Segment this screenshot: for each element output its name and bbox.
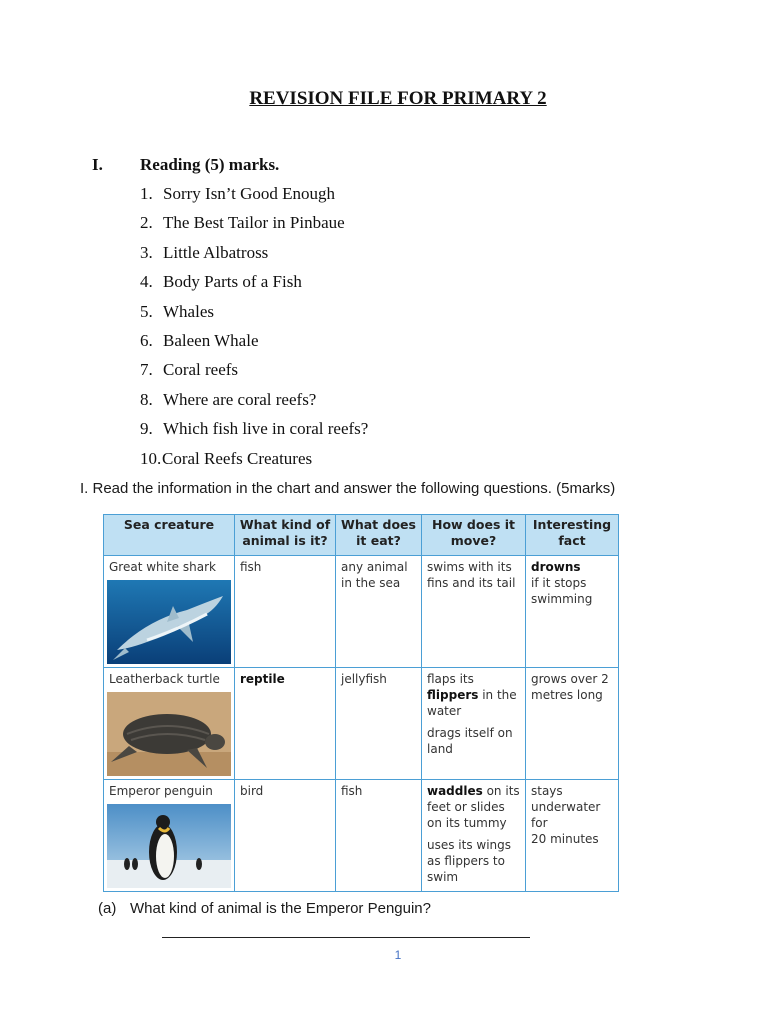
- header-sea-creature: Sea creature: [104, 515, 235, 556]
- penguin-image: [107, 804, 231, 888]
- table-row: [104, 556, 619, 668]
- answer-line[interactable]: [162, 937, 530, 938]
- header-eat: What does it eat?: [336, 515, 422, 556]
- question-text: What kind of animal is the Emperor Penguin?: [130, 900, 431, 917]
- kind-cell: bird: [235, 780, 336, 892]
- list-item: 4. Body Parts of a Fish: [140, 272, 302, 292]
- fact-cell: stays underwater for 20 minutes: [526, 780, 619, 892]
- question-label: (a): [98, 900, 117, 917]
- shark-image: [107, 580, 231, 664]
- fact-cell: grows over 2 metres long: [526, 668, 619, 780]
- page-number: 1: [394, 948, 402, 962]
- sea-creature-chart: [103, 514, 619, 892]
- chart-instruction: I. Read the information in the chart and answer the following questions. (5marks): [80, 480, 616, 497]
- move-cell: waddles on its feet or slides on its tummy uses its wings as flippers to swim: [422, 780, 526, 892]
- list-item: 3. Little Albatross: [140, 242, 269, 262]
- creature-name: Great white shark: [109, 560, 216, 574]
- creature-cell: [104, 668, 235, 780]
- list-item: 7. Coral reefs: [140, 360, 239, 380]
- list-item: 6. Baleen Whale: [140, 330, 259, 350]
- kind-cell: fish: [235, 556, 336, 668]
- kind-cell: reptile: [235, 668, 336, 780]
- eat-cell: jellyfish: [336, 668, 422, 780]
- creature-name: Emperor penguin: [109, 784, 213, 798]
- list-item: 10. Coral Reefs Creatures: [140, 448, 313, 468]
- table-row: [104, 780, 619, 892]
- reading-list: [140, 182, 368, 476]
- creature-cell: [104, 780, 235, 892]
- list-item: 2. The Best Tailor in Pinbaue: [140, 213, 345, 233]
- section-title: Reading (5) marks.: [140, 155, 280, 174]
- list-item: 1. Sorry Isn’t Good Enough: [140, 184, 336, 203]
- section-number: I.: [92, 155, 103, 174]
- list-item: 5. Whales: [140, 301, 214, 321]
- list-item: 8. Where are coral reefs?: [140, 389, 317, 409]
- turtle-image: [107, 692, 231, 776]
- chart-header-row: [104, 515, 619, 556]
- header-move: How does it move?: [422, 515, 526, 556]
- creature-cell: [104, 556, 235, 668]
- eat-cell: any animal in the sea: [336, 556, 422, 668]
- header-kind: What kind of animal is it?: [235, 515, 336, 556]
- move-cell: flaps its flippers in the water drags itself on land: [422, 668, 526, 780]
- list-item: 9. Which fish live in coral reefs?: [140, 419, 369, 439]
- eat-cell: fish: [336, 780, 422, 892]
- document-title: REVISION FILE FOR PRIMARY 2: [249, 88, 547, 109]
- move-cell: swims with its fins and its tail: [422, 556, 526, 668]
- header-fact: Interesting fact: [526, 515, 619, 556]
- creature-name: Leatherback turtle: [109, 672, 220, 686]
- question-a: [98, 900, 431, 917]
- table-row: [104, 668, 619, 780]
- fact-cell: drowns if it stops swimming: [526, 556, 619, 668]
